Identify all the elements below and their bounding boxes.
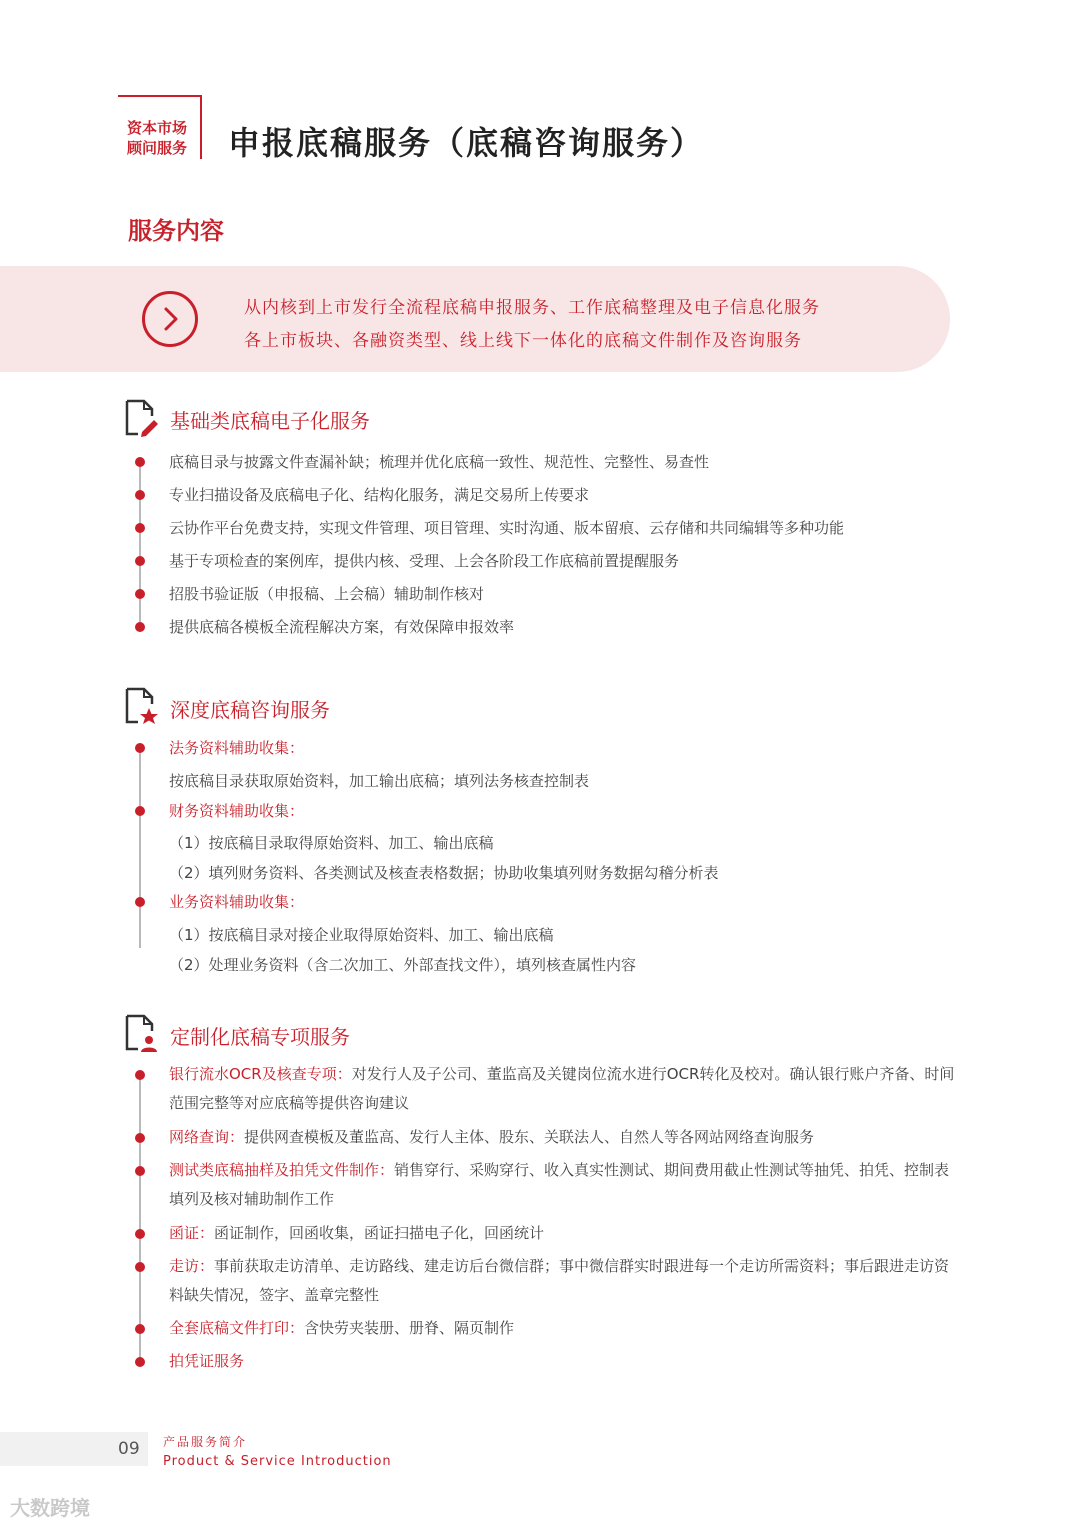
timeline-dot [135, 806, 145, 816]
finance-label: 财务资料辅助收集： [169, 802, 305, 820]
item-text: 对发行人及子公司、董监高及关键岗位流水进行OCR转化及校对。确认银行账户齐备、时间范围完整等对应底稿等提供咨询建议 [169, 1065, 955, 1112]
business-label: 业务资料辅助收集： [169, 893, 305, 911]
item-label: 全套底稿文件打印： [169, 1319, 305, 1337]
item-label: 测试类底稿抽样及拍凭文件制作： [169, 1161, 395, 1179]
list-item [169, 1347, 959, 1376]
timeline-dot [135, 490, 145, 500]
header-tag-line1: 资本市场 [126, 119, 187, 137]
timeline-dot [135, 523, 145, 533]
timeline-line [139, 462, 141, 628]
item-label: 函证： [169, 1224, 215, 1242]
finance-text-2: （2）填列财务资料、各类测试及核查表格数据；协助收集填列财务数据勾稽分析表 [169, 864, 719, 882]
footer-cn: 产品服务简介 [163, 1435, 248, 1449]
list-item: 底稿目录与披露文件查漏补缺；梳理并优化底稿一致性、规范性、完整性、易查性 [169, 453, 710, 471]
timeline-dot [135, 589, 145, 599]
timeline-line [139, 1075, 141, 1365]
timeline-dot [135, 1133, 145, 1143]
item-text: 提供网查模板及董监高、发行人主体、股东、关联法人、自然人等各网站网络查询服务 [244, 1128, 815, 1146]
section-heading: 服务内容 [128, 217, 224, 245]
timeline-dot [135, 1357, 145, 1367]
item-label: 拍凭证服务 [169, 1352, 245, 1370]
banner-line-2: 各上市板块、各融资类型、线上线下一体化的底稿文件制作及咨询服务 [244, 331, 802, 351]
document-edit-icon [124, 398, 160, 438]
business-text-1: （1）按底稿目录对接企业取得原始资料、加工、输出底稿 [169, 926, 554, 944]
list-item: 提供底稿各模板全流程解决方案，有效保障申报效率 [169, 618, 515, 636]
timeline-dot [135, 1070, 145, 1080]
item-label: 银行流水OCR及核查专项： [169, 1065, 352, 1083]
list-item [169, 1156, 959, 1214]
list-item [169, 1060, 959, 1118]
finance-text-1: （1）按底稿目录取得原始资料、加工、输出底稿 [169, 834, 494, 852]
list-item [169, 1314, 959, 1343]
timeline-dot [135, 622, 145, 632]
timeline-dot [135, 1229, 145, 1239]
list-item [169, 1219, 959, 1248]
timeline-dot [135, 457, 145, 467]
list-item: 基于专项检查的案例库，提供内核、受理、上会各阶段工作底稿前置提醒服务 [169, 552, 680, 570]
item-text: 函证制作，回函收集，函证扫描电子化，回函统计 [214, 1224, 545, 1242]
timeline-dot [135, 1166, 145, 1176]
timeline-dot [135, 743, 145, 753]
list-item: 招股书验证版（申报稿、上会稿）辅助制作核对 [169, 585, 485, 603]
timeline-dot [135, 556, 145, 566]
timeline-dot [135, 1324, 145, 1334]
group-title-deep: 深度底稿咨询服务 [170, 698, 330, 722]
document-person-icon [124, 1013, 160, 1053]
item-text: 销售穿行、采购穿行、收入真实性测试、期间费用截止性测试等抽凭、拍凭、控制表填列及核对辅助制作工作 [169, 1161, 950, 1208]
item-label: 走访： [169, 1257, 215, 1275]
item-label: 网络查询： [169, 1128, 245, 1146]
timeline-dot [135, 1262, 145, 1272]
legal-text: 按底稿目录获取原始资料，加工输出底稿；填列法务核查控制表 [169, 772, 590, 790]
page-number: 09 [118, 1439, 140, 1459]
page-title: 申报底稿服务（底稿咨询服务） [228, 124, 705, 162]
business-text-2: （2）处理业务资料（含二次加工、外部查找文件），填列核查属性内容 [169, 956, 637, 974]
header-tag [118, 118, 196, 158]
item-text: 含快劳夹装册、册脊、隔页制作 [304, 1319, 515, 1337]
timeline-line [139, 748, 141, 948]
banner-line-1: 从内核到上市发行全流程底稿申报服务、工作底稿整理及电子信息化服务 [244, 298, 820, 318]
chevron-right-icon [142, 291, 198, 347]
list-item: 云协作平台免费支持，实现文件管理、项目管理、实时沟通、版本留痕、云存储和共同编辑等多种功能 [169, 519, 845, 537]
item-text: 事前获取走访清单、走访路线、建走访后台微信群；事中微信群实时跟进每一个走访所需资料；事后跟进走访资料缺失情况，签字、盖章完整性 [169, 1257, 950, 1304]
header-tag-line2: 顾问服务 [126, 139, 187, 157]
timeline-dot [135, 897, 145, 907]
group-title-basic: 基础类底稿电子化服务 [170, 409, 370, 433]
group-title-custom: 定制化底稿专项服务 [170, 1025, 350, 1049]
list-item: 专业扫描设备及底稿电子化、结构化服务，满足交易所上传要求 [169, 486, 590, 504]
watermark: 大数跨境 [10, 1496, 90, 1520]
list-item [169, 1252, 959, 1310]
document-star-icon [124, 686, 160, 726]
footer-en: Product & Service Introduction [163, 1454, 392, 1469]
list-item [169, 1123, 959, 1152]
legal-label: 法务资料辅助收集： [169, 739, 305, 757]
